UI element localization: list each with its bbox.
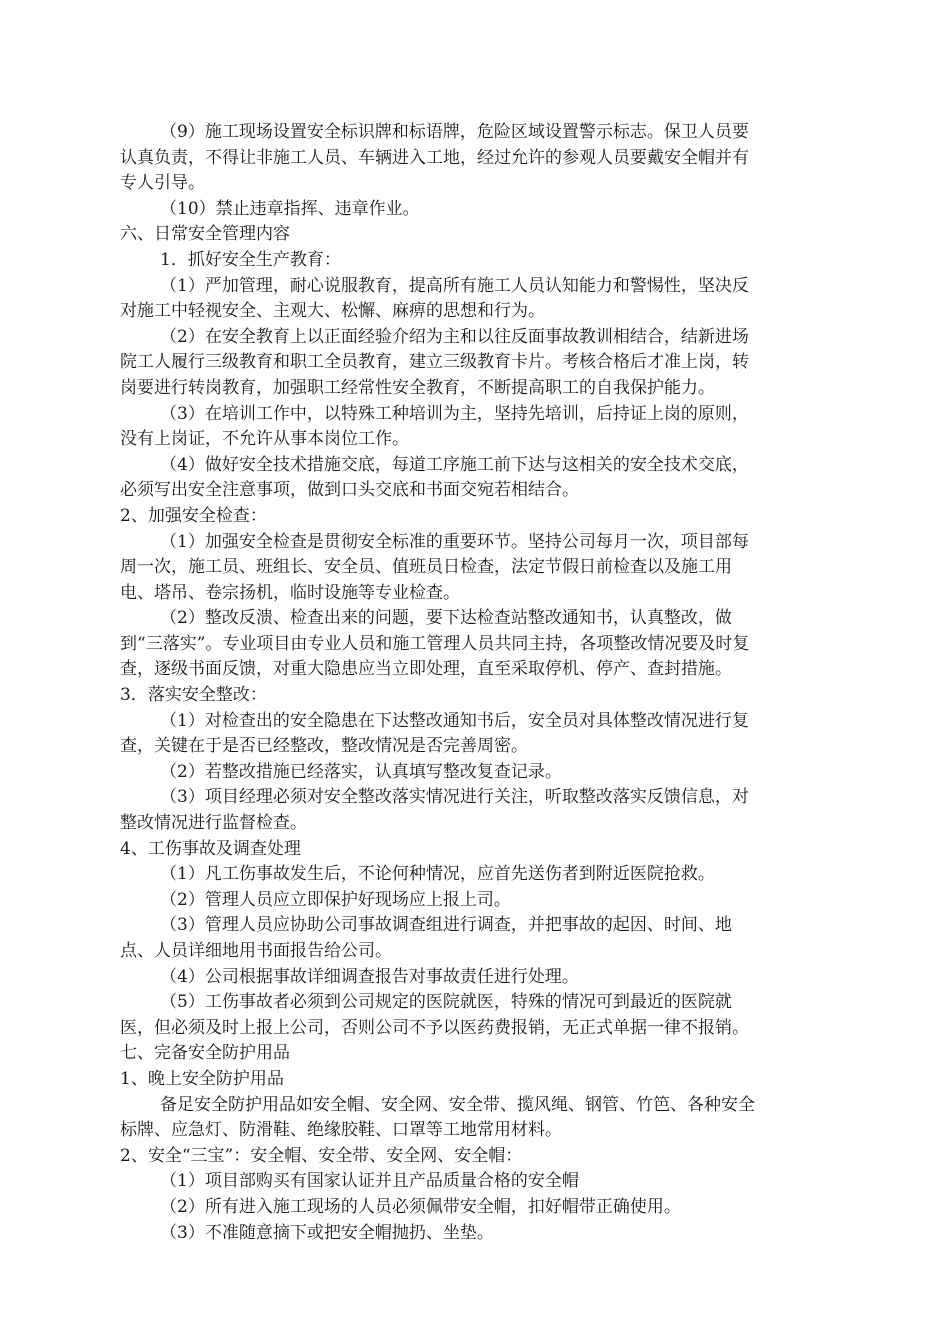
text-line: 整改情况进行监督检查。 xyxy=(120,813,307,834)
text-line: （1）对检查出的安全隐患在下达整改通知书后，安全员对具体整改情况进行复 xyxy=(160,710,749,731)
text-line: 1．抓好安全生产教育： xyxy=(160,249,341,270)
text-line: （3）管理人员应协助公司事故调查组进行调查，并把事故的起因、时间、地 xyxy=(160,915,732,936)
text-line: 对施工中轻视安全、主观大、松懈、麻痹的思想和行为。 xyxy=(120,301,545,322)
text-line: （5）工伤事故者必须到公司规定的医院就医，特殊的情况可到最近的医院就 xyxy=(160,992,732,1013)
text-line: 2、加强安全检查： xyxy=(120,505,267,526)
text-line: 2、安全“三宝”：安全帽、安全带、安全网、安全帽： xyxy=(120,1145,523,1166)
text-line: （3）在培训工作中，以特殊工种培训为主，坚持先培训，后持证上岗的原则， xyxy=(160,403,749,424)
text-line: 七、完备安全防护用品 xyxy=(120,1043,290,1064)
text-line: 没有上岗证，不允许从事本岗位工作。 xyxy=(120,429,409,450)
text-line: 认真负责，不得让非施工人员、车辆进入工地，经过允许的参观人员要戴安全帽并有 xyxy=(120,147,749,168)
document-body xyxy=(120,120,832,1246)
text-line: 医，但必须及时上报上公司，否则公司不予以医药费报销，无正式单据一律不报销。 xyxy=(120,1017,749,1038)
text-line: （3）项目经理必须对安全整改落实情况进行关注，听取整改落实反馈信息，对 xyxy=(160,787,749,808)
text-line: （2）若整改措施已经落实，认真填写整改复查记录。 xyxy=(160,761,562,782)
text-line: （1）项目部购买有国家认证并且产品质量合格的安全帽 xyxy=(160,1171,579,1192)
text-line: （4）公司根据事故详细调查报告对事故责任进行处理。 xyxy=(160,966,579,987)
text-line: （2）所有进入施工现场的人员必须佩带安全帽，扣好帽带正确使用。 xyxy=(160,1196,681,1217)
text-line: 专人引导。 xyxy=(120,173,205,194)
text-line: 院工人履行三级教育和职工全员教育，建立三级教育卡片。考核合格后才准上岗，转 xyxy=(120,352,749,373)
text-line: （4）做好安全技术措施交底，每道工序施工前下达与这相关的安全技术交底， xyxy=(160,454,749,475)
text-line: （2）在安全教育上以正面经验介绍为主和以往反面事故教训相结合，结新进场 xyxy=(160,326,749,347)
text-line: （1）严加管理，耐心说服教育，提高所有施工人员认知能力和警惕性，坚决反 xyxy=(160,275,749,296)
text-line: 六、日常安全管理内容 xyxy=(120,224,290,245)
text-line: （10）禁止违章指挥、违章作业。 xyxy=(160,198,420,219)
text-line: 4、工伤事故及调查处理 xyxy=(120,838,301,859)
text-line: 电、塔吊、卷宗扬机，临时设施等专业检查。 xyxy=(120,582,460,603)
text-line: 岗要进行转岗教育，加强职工经常性安全教育，不断提高职工的自我保护能力。 xyxy=(120,377,715,398)
text-line: 点、人员详细地用书面报告给公司。 xyxy=(120,941,392,961)
text-line: （2）管理人员应立即保护好现场应上报上司。 xyxy=(160,889,511,910)
text-line: 1、晚上安全防护用品 xyxy=(120,1068,284,1089)
text-line: 周一次，施工员、班组长、安全员、值班员日检查，法定节假日前检查以及施工用 xyxy=(120,557,732,578)
text-line: 备足安全防护用品如安全帽、安全网、安全带、揽风绳、钢管、竹笆、各种安全 xyxy=(160,1094,755,1115)
text-line: （1）凡工伤事故发生后，不论何种情况，应首先送伤者到附近医院抢救。 xyxy=(160,864,715,885)
text-line: 查，关键在于是否已经整改，整改情况是否完善周密。 xyxy=(120,736,528,757)
text-line: （1）加强安全检查是贯彻安全标准的重要环节。坚持公司每月一次，项目部每 xyxy=(160,531,749,552)
text-line: 3．落实安全整改： xyxy=(120,685,267,706)
text-line: 查，逐级书面反馈，对重大隐患应当立即处理，直至采取停机、停产、查封措施。 xyxy=(120,659,732,680)
text-line: 标牌、应急灯、防滑鞋、绝缘胶鞋、口罩等工地常用材料。 xyxy=(120,1120,562,1141)
text-line: 到“三落实”。专业项目由专业人员和施工管理人员共同主持，各项整改情况要及时复 xyxy=(120,633,750,654)
text-line: （3）不准随意摘下或把安全帽抛扔、坐垫。 xyxy=(160,1222,494,1243)
text-line: （9）施工现场设置安全标识牌和标语牌，危险区域设置警示标志。保卫人员要 xyxy=(160,122,749,142)
text-line: （2）整改反溃、检查出来的问题，要下达检查站整改通知书，认真整改，做 xyxy=(160,608,732,629)
text-line: 必须写出安全注意事项，做到口头交底和书面交宛若相结合。 xyxy=(120,480,579,501)
